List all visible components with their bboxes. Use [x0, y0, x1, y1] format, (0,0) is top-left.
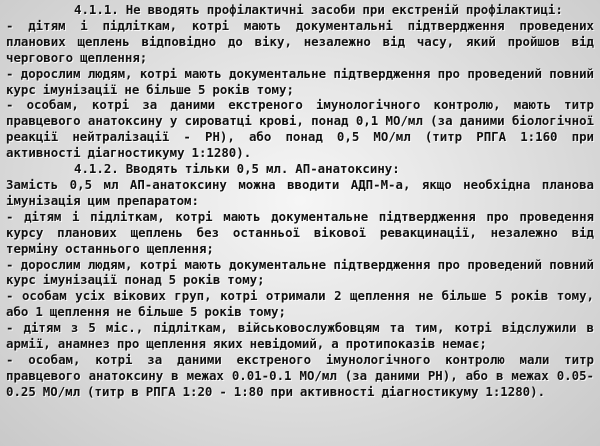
section-4-1-2-intro: Замість 0,5 мл АП-анатоксину можна вводити АДП-М-а, якщо необхідна планова імунізація цим препаратом: — [6, 176, 594, 208]
section-4-1-1-item-adults: - дорослим людям, котрі мають документальне підтвердження про проведений повний курс імунізації не більше 5 років тому; — [6, 65, 594, 97]
section-4-1-2-item-unknown-history: - дітям з 5 міс., підліткам, військовослужбовцям та тим, котрі відслужили в армії, анамнез про щеплення яких невідомий, а протипоказів немає; — [6, 320, 594, 352]
section-4-1-2-heading: 4.1.2. Вводять тільки 0,5 мл. АП-анатоксину: — [74, 161, 400, 177]
section-4-1-1-item-children: - дітям і підліткам, котрі мають документальні підтвердження проведених планових щеплень відповідно до віку, незалежно від часу, який пройшов від чергового щеплення; — [6, 17, 594, 65]
section-4-1-2-item-titer: - особам, котрі за даними екстреного імунологічного контролю мали титр правцевого анатоксину в межах 0.01-0.1 МО/мл (за даними РН), або в межах 0.05-0.25 МО/мл (титр в РПГА 1:20 - 1:80 при активності діагностикуму 1:1280). — [6, 351, 594, 399]
section-4-1-2-item-adults: - дорослим людям, котрі мають документальне підтвердження про проведений повний курс імунізації понад 5 років тому; — [6, 256, 594, 288]
section-4-1-2-item-all-ages: - особам усіх вікових груп, котрі отримали 2 щеплення не більше 5 років тому, або 1 щеплення не більше 5 років тому; — [6, 288, 594, 320]
section-4-1-2-item-children: - дітям і підліткам, котрі мають документальне підтвердження про проведення курсу планових щеплень без останньої вікової ревакцинації, незалежно від терміну останнього щеплення; — [6, 208, 594, 256]
section-4-1-1-heading: 4.1.1. Не вводять профілактичні засоби при екстреній профілактиці: — [74, 2, 563, 17]
section-4-1-1-item-titer: - особам, котрі за даними екстреного імунологічного контролю, мають титр правцевого анатоксину у сироватці крові, понад 0,1 МО/мл (за даними біологічної реакції нейтралізації - РН), або понад 0,5 МО/мл (титр РПГА 1:160 при активності діагностикуму 1:1280). — [6, 97, 594, 161]
